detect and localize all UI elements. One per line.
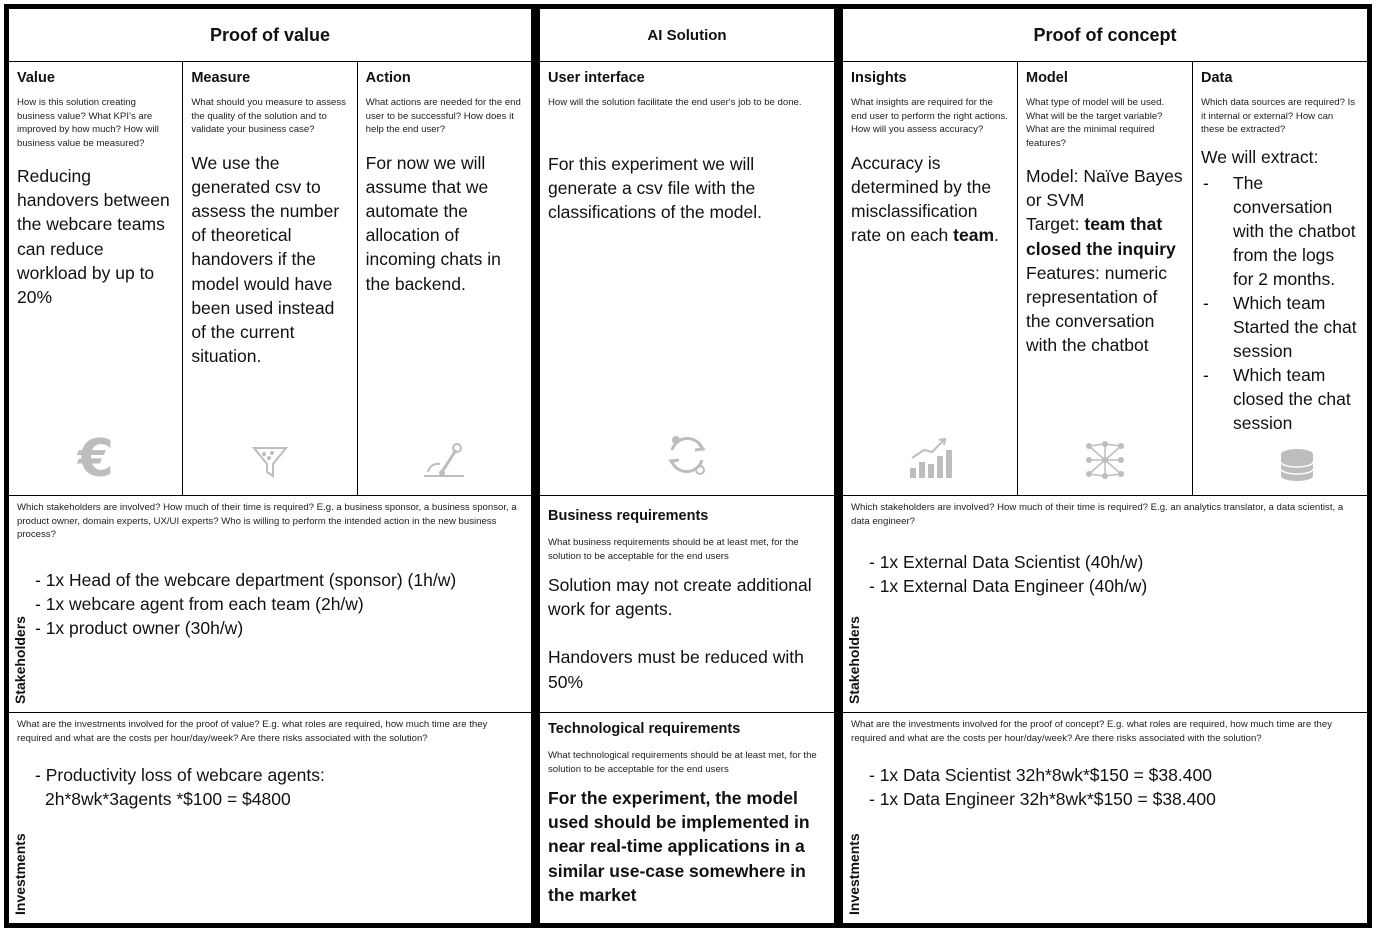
column-body: Reducing handovers between the webcare teams can reduce workload by up to 20% (17, 166, 170, 308)
column-body: For this experiment we will generate a csv file with the classifications of the model. (548, 153, 762, 222)
list-item: - The conversation with the chatbot from the logs for 2 months. (1201, 171, 1359, 291)
section-question: What business requirements should be at least met, for the solution to be acceptable for the end users (548, 537, 799, 562)
requirement-text: Solution may not create additional work for agents. (548, 575, 812, 620)
database-icon (1277, 448, 1317, 487)
stakeholder-list (843, 550, 1367, 598)
section-question: What technological requirements should be at least met, for the solution to be acceptable for the end users (548, 750, 817, 775)
list-item: - Which team closed the chat session (1201, 363, 1359, 435)
column-question: How is this solution creating business value? What KPI’s are improved by how much? How will business value be measured? (17, 97, 159, 149)
lever-icon (420, 442, 468, 485)
funnel-icon (252, 442, 288, 485)
section-title: Business requirements (548, 508, 709, 524)
investment-text (9, 763, 531, 811)
column-question: How will the solution facilitate the end user's job to be done. (548, 97, 802, 108)
column-title: Data (1201, 70, 1233, 86)
column-title: Action (365, 70, 411, 86)
list-item: - 1x Data Scientist 32h*8wk*$150 = $38.400 (869, 765, 1212, 785)
model-column (1017, 62, 1192, 495)
column-title: User interface (548, 70, 645, 86)
technological-requirements-section (540, 713, 834, 923)
panel-title: Proof of concept (843, 9, 1367, 62)
data-column (1192, 62, 1367, 495)
user-interface-column (540, 62, 834, 495)
list-item: - Which team Started the chat session (1201, 291, 1359, 363)
bar-chart-icon (906, 436, 954, 485)
proof-of-value-panel (4, 4, 536, 928)
column-body: For now we will assume that we automate the allocation of incoming chats in the backend. (365, 152, 501, 294)
action-column (357, 62, 531, 495)
column-title: Insights (851, 70, 907, 86)
poc-investments-section (843, 713, 1367, 923)
section-title: Technological requirements (548, 721, 741, 737)
network-icon (1085, 440, 1125, 485)
value-column (9, 62, 182, 495)
stakeholder-list (9, 568, 531, 640)
stakeholders-label: Stakeholders (12, 616, 28, 704)
investment-list (843, 763, 1367, 811)
list-item: - 1x webcare agent from each team (2h/w) (35, 593, 364, 614)
poc-stakeholders-section (843, 496, 1367, 713)
column-body: Accuracy is determined by the misclassification rate on each team. (851, 152, 999, 246)
list-item: - 1x External Data Scientist (40h/w) (869, 552, 1144, 572)
list-item: - 1x External Data Engineer (40h/w) (869, 576, 1148, 596)
column-question: What type of model will be used. What will be the target variable? What are the minimal required features? (1026, 97, 1165, 149)
pov-stakeholders-section (9, 496, 531, 713)
requirement-text: Handovers must be reduced with 50% (548, 647, 804, 692)
column-body: We use the generated csv to assess the number of theoretical handovers if the model would have been used instead of the current situation. (191, 152, 340, 367)
column-title: Model (1026, 70, 1068, 86)
business-requirements-section (540, 496, 834, 713)
list-item: - 1x Head of the webcare department (sponsor) (1h/w) (35, 569, 457, 590)
stakeholders-label: Stakeholders (846, 616, 862, 704)
column-question: What insights are required for the end user to perform the right actions. How will you assess accuracy? (851, 97, 1008, 135)
section-question: Which stakeholders are involved? How much of their time is required? E.g. a business sponsor, a business sponsor, a product owner, domain experts, UX/UI experts? Who is willing to perform the intended action in the new business process? (17, 502, 517, 540)
panel-title: Proof of value (9, 9, 531, 62)
investment-line: 2h*8wk*3agents *$100 = $4800 (45, 789, 291, 809)
cycle-icon (662, 430, 712, 485)
panel-title: AI Solution (540, 9, 834, 62)
poc-columns (843, 62, 1367, 496)
column-title: Value (17, 70, 55, 86)
insights-column (843, 62, 1017, 495)
pov-columns (9, 62, 531, 496)
column-question: Which data sources are required? Is it internal or external? How can these be extracted? (1201, 97, 1356, 135)
section-question: Which stakeholders are involved? How much of their time is required? E.g. an analytics translator, a data scientist, a data engineer? (851, 502, 1344, 527)
list-item: - 1x product owner (30h/w) (35, 617, 244, 638)
investments-label: Investments (846, 833, 862, 915)
data-source-list (1201, 171, 1359, 435)
column-title: Measure (191, 70, 251, 86)
requirement-text: For the experiment, the model used should be implemented in near real-time applications in a similar use-case somewhere in the market (548, 788, 810, 905)
column-body: Model: Naïve Bayes or SVM Target: team that closed the inquiry Features: numeric representation of the conversation with the chatbot (1026, 166, 1183, 356)
section-question: What are the investments involved for the proof of concept? E.g. what roles are required, how much time are they required and what are the costs per hour/day/week? Are there risks associated with the solution? (851, 719, 1332, 744)
ai-solution-panel (535, 4, 839, 928)
column-body: We will extract: - The conversation with the chatbot from the logs for 2 months. - Which team Started the chat session - Which team closed the chat session (1201, 145, 1359, 435)
pov-investments-section (9, 713, 531, 923)
section-question: What are the investments involved for the proof of value? E.g. what roles are required, how much time are they required and what are the costs per hour/day/week? Are there risks associated with the solution? (17, 719, 488, 744)
column-question: What actions are needed for the end user to be successful? How does it help the end user? (365, 97, 521, 135)
investments-label: Investments (12, 833, 28, 915)
euro-icon: € (77, 429, 114, 489)
list-item: - 1x Data Engineer 32h*8wk*$150 = $38.400 (869, 789, 1216, 809)
proof-of-concept-panel (838, 4, 1372, 928)
ui-section (540, 62, 834, 496)
measure-column (182, 62, 356, 495)
investment-line: - Productivity loss of webcare agents: (35, 765, 325, 785)
column-question: What should you measure to assess the quality of the solution and to validate your business case? (191, 97, 346, 135)
